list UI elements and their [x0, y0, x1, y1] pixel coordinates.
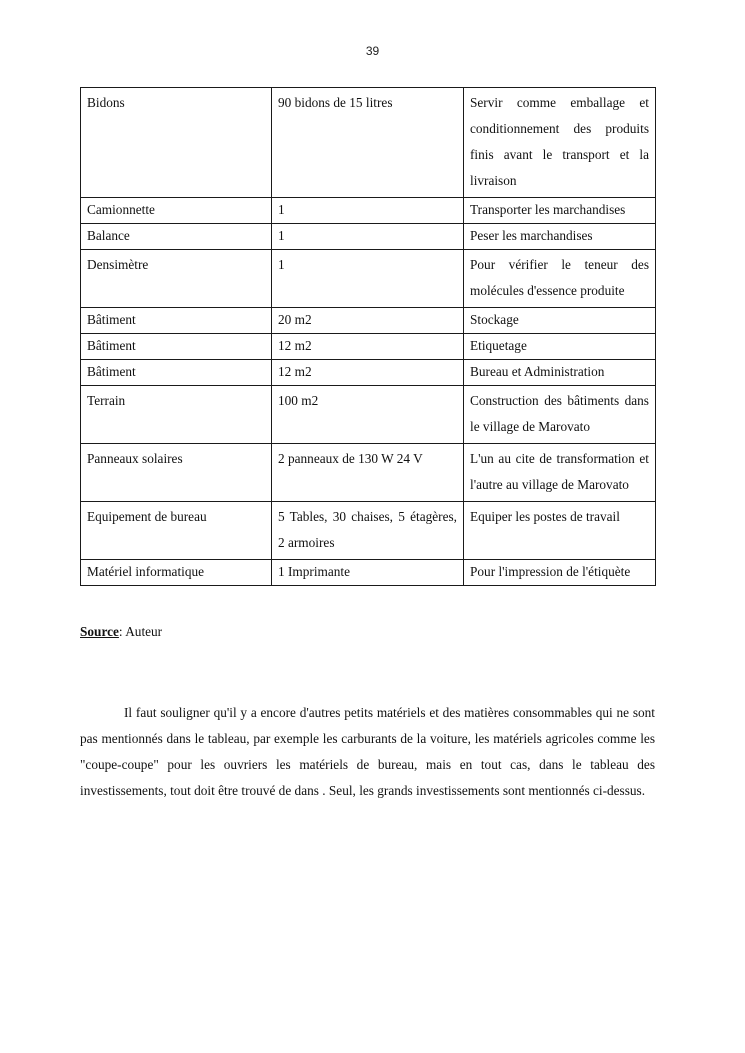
table-row: [81, 334, 656, 360]
table-row: [81, 502, 656, 560]
table-cell-quantity: 12 m2: [272, 334, 464, 360]
table-cell-item: Densimètre: [81, 250, 272, 308]
table-row: [81, 250, 656, 308]
table-cell-use: L'un au cite de transformation et l'autre au village de Marovato: [464, 444, 656, 502]
table-cell-quantity: 90 bidons de 15 litres: [272, 88, 464, 198]
table-cell-use: Construction des bâtiments dans le village de Marovato: [464, 386, 656, 444]
table-row: [81, 444, 656, 502]
table-cell-item: Equipement de bureau: [81, 502, 272, 560]
table-cell-quantity: 1: [272, 198, 464, 224]
table-row: [81, 224, 656, 250]
table-cell-item: Matériel informatique: [81, 560, 272, 586]
table-cell-item: Panneaux solaires: [81, 444, 272, 502]
table-cell-quantity: 1 Imprimante: [272, 560, 464, 586]
table-cell-item: Camionnette: [81, 198, 272, 224]
table-cell-use: Pour vérifier le teneur des molécules d'essence produite: [464, 250, 656, 308]
source-label: Source: [80, 624, 119, 639]
table-row: [81, 88, 656, 198]
table-cell-use: Bureau et Administration: [464, 360, 656, 386]
table-cell-quantity: 1: [272, 224, 464, 250]
table-cell-use: Equiper les postes de travail: [464, 502, 656, 560]
table-cell-item: Bidons: [81, 88, 272, 198]
table-cell-use: Peser les marchandises: [464, 224, 656, 250]
table-cell-item: Bâtiment: [81, 334, 272, 360]
table-row: [81, 308, 656, 334]
table-row: [81, 386, 656, 444]
table-cell-item: Balance: [81, 224, 272, 250]
body-paragraph: Il faut souligner qu'il y a encore d'autres petits matériels et des matières consommables qui ne sont pas mentionnés dans le tableau, par exemple les carburants de la voiture, les matériels agricoles comme les "coupe-coupe" pour les ouvriers les matériels de bureau, mais en tout cas, dans le tableau des investissements, tout doit être trouvé de dans . Seul, les grands investissements sont mentionnés ci-dessus.: [80, 705, 655, 798]
table-cell-item: Bâtiment: [81, 360, 272, 386]
table-cell-use: Pour l'impression de l'étiquète: [464, 560, 656, 586]
table-cell-item: Terrain: [81, 386, 272, 444]
table-cell-use: Etiquetage: [464, 334, 656, 360]
page-number: 39: [365, 44, 380, 58]
table-cell-item: Bâtiment: [81, 308, 272, 334]
source-text: : Auteur: [118, 624, 163, 639]
table-row: [81, 360, 656, 386]
table-cell-quantity: 1: [272, 250, 464, 308]
equipment-table: [80, 87, 656, 586]
table-row: [81, 560, 656, 586]
table-cell-use: Transporter les marchandises: [464, 198, 656, 224]
table-cell-quantity: 12 m2: [272, 360, 464, 386]
table-cell-quantity: 2 panneaux de 130 W 24 V: [272, 444, 464, 502]
table-cell-quantity: 100 m2: [272, 386, 464, 444]
table-cell-use: Servir comme emballage et conditionnement des produits finis avant le transport et la livraison: [464, 88, 656, 198]
table-cell-quantity: 20 m2: [272, 308, 464, 334]
source-line: [80, 624, 162, 640]
table-cell-use: Stockage: [464, 308, 656, 334]
table-cell-quantity: 5 Tables, 30 chaises, 5 étagères, 2 armoires: [272, 502, 464, 560]
table-row: [81, 198, 656, 224]
